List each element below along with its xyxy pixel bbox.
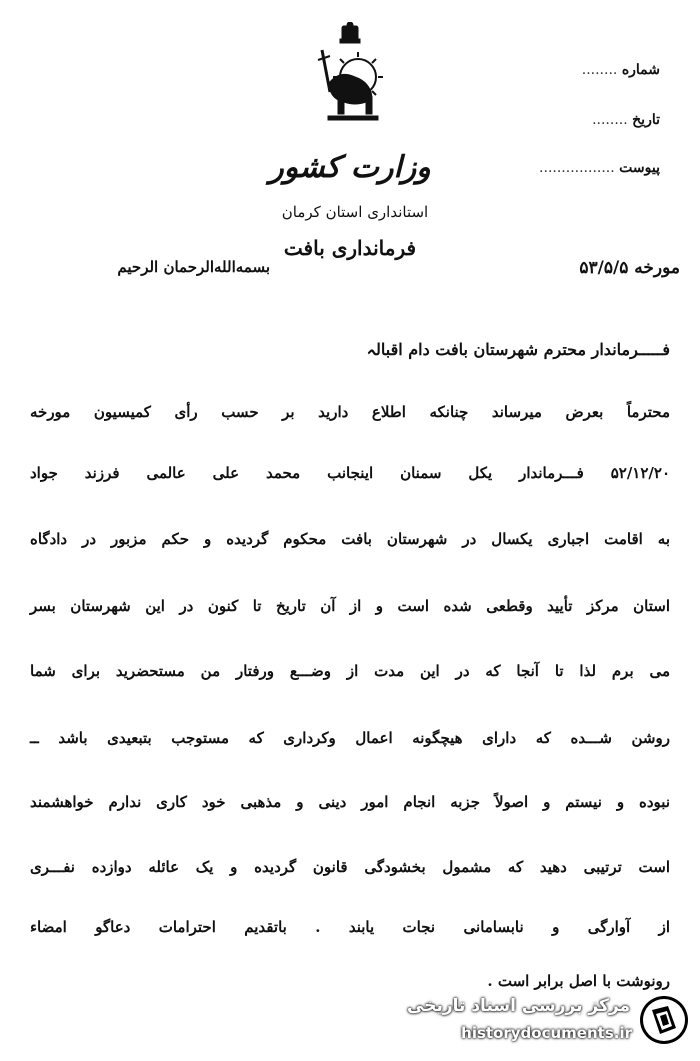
letter-date-field (592, 112, 660, 128)
letter-attachment-label: پیوست (619, 160, 660, 176)
body-line: استان مرکز تأیید وقطعی شده است و از آن تاریخ تا کنون در این شهرستان بسر (30, 597, 670, 615)
letter-number-value: ........ (581, 62, 618, 78)
addressee-line: فـــــرماندار محترم شهرستان بافت دام اقبالہ (366, 340, 670, 359)
letter-number-label: شماره (621, 62, 660, 78)
body-line: ۵۲/۱۲/۲۰ فـــرماندار یکل سمنان اینجانب محمد علی عالمی فرزند جواد (30, 464, 670, 482)
letter-attachment-field (539, 160, 660, 176)
body-line: است ترتیبی دهید که مشمول بخشودگی قانون گردیده و یک عائله دوازده نفـــری (30, 858, 670, 876)
watermark-url: historydocuments.ir (461, 1024, 632, 1042)
letter-number-field (582, 62, 660, 78)
body-line: به اقامت اجباری یکسال در شهرستان بافت محکوم گردیده و حکم مزبور در دادگاه (30, 530, 670, 548)
certification-line: رونوشت با اصل برابر است . (487, 972, 670, 990)
body-line: از آوارگی و نابسامانی نجات یابند . باتقدیم احترامات دعاگو امضاء (30, 918, 670, 936)
basmala: بسمه‌الله‌الرحمان الرحیم (117, 258, 270, 276)
county-office: فرمانداری بافت (283, 236, 417, 260)
body-line: محترماً بعرض میرساند چنانکه اطلاع دارید بر حسب رأی کمیسیون مورخه (30, 403, 670, 421)
letter-date: مورخه ۵۳/۵/۵ (579, 258, 680, 278)
watermark (400, 990, 690, 1052)
letter-date-value: ........ (592, 112, 628, 128)
province-office: استانداری استان کرمان (281, 203, 429, 221)
ministry-title: وزارت کشور (269, 150, 431, 185)
body-line: روشن شـــده که دارای هیچگونه اعمال وکرداری که مستوجب بتبعیدی باشد ــ (30, 729, 670, 747)
letter-date-label: تاریخ (632, 112, 660, 128)
lion-and-sun-emblem-icon (300, 22, 400, 132)
document-center-logo-icon (638, 994, 690, 1046)
body-line: می برم لذا تا آنجا که در این مدت از وضـــع ورفتار من مستحضرید برای شما (30, 662, 670, 680)
body-line: نبوده و نیستم و اصولاً جزبه انجام امور دینی و مذهبی خود کاری ندارم خواهشمند (30, 793, 670, 811)
watermark-title: مرکز بررسی اسناد تاریخی (407, 996, 630, 1016)
letter-attachment-value: ................. (539, 160, 615, 176)
